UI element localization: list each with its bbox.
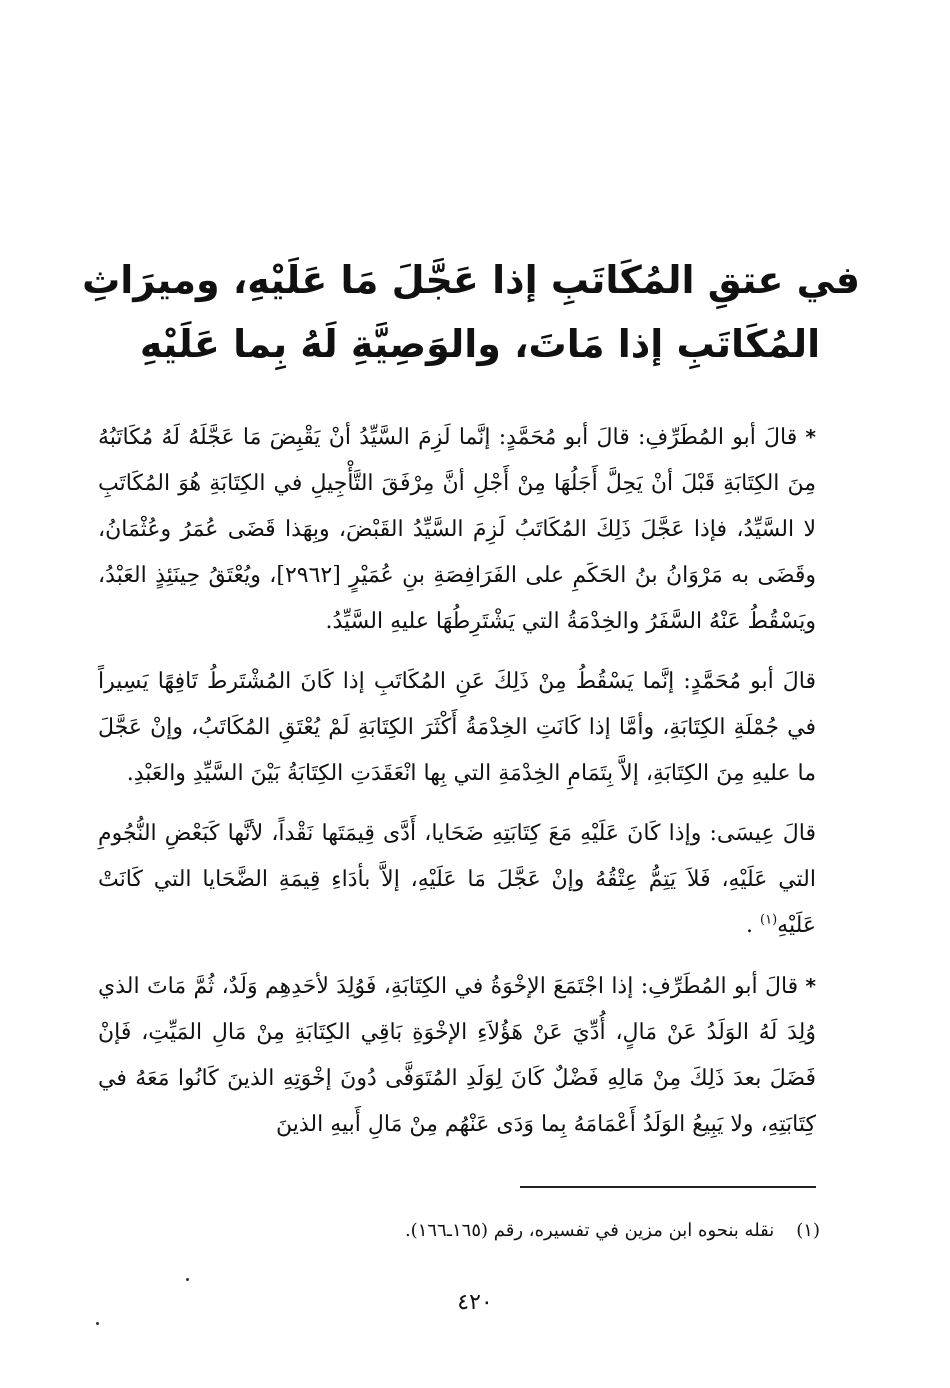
- chapter-title: [82, 248, 860, 376]
- paragraph-4-text: قالَ أبو المُطَرِّفِ: إذا اجْتَمَعَ الإخْوَةُ في الكِتَابَةِ، فَوُلِدَ لأحَدِهِم وَلَدٌ، ثُمَّ مَاتَ الذي وُلِدَ لَهُ الوَلَدُ عَنْ مَالٍ، أُدِّيَ عَنْ هَؤُلاَءِ الإخْوَةِ بَاقِي الكِتَابَةِ مِنْ مَالِ المَيِّتِ، فَإنْ فَضَلَ بعدَ ذَلِكَ مِنْ مَالِهِ فَضْلٌ كَانَ لِوَلَدِ المُتَوَفَّى دُونَ إخْوَتِهِ الذينَ كَانُوا مَعَهُ في كِتَابَتِهِ، ولا يَبِيعُ الوَلَدُ أَعْمَامَهُ بِما وَدَى عَنْهُم مِنْ مَالِ أَبيهِ الذينَ: [98, 974, 816, 1137]
- paragraph-3: [98, 811, 816, 949]
- scan-speck: [186, 1278, 189, 1281]
- chapter-title-line-1: في عتقِ المُكَاتَبِ إذا عَجَّلَ مَا عَلَيْهِ، وميرَاثِ: [82, 258, 860, 302]
- paragraph-3-text: قالَ عِيسَى: وإذا كَانَ عَلَيْهِ مَعَ كِتَابَتِهِ ضَحَايا، أَدَّى قِيمَتَها نَقْداً، لأنَّها كَبَعْضِ النُّجُومِ التي عَلَيْهِ، فَلاَ يَتِمُّ عِتْقُهُ وإنْ عَجَّلَ مَا عَلَيْهِ، إلاَّ بأدَاءِ قِيمَةِ الضَّحَايا التي كَانَتْ عَلَيْهِ: [98, 821, 816, 938]
- paragraph-2-text: قالَ أبو مُحَمَّدٍ: إنَّما يَسْقُطُ مِنْ ذَلِكَ عَنِ المُكَاتَبِ إذا كَانَ المُشْتَرطُ تَافِهًا يَسِيراً في جُمْلَةِ الكِتَابَةِ، وأمَّا إذا كَانَتِ الخِدْمَةُ أَكْثَرَ الكِتَابَةِ لَمْ يُعْتَقِ المُكَاتَبُ، وإنْ عَجَّلَ ما عليهِ مِنَ الكِتَابَةِ، إلاَّ بِتَمَامِ الخِدْمَةِ التي بِها انْعَقَدَتِ الكِتَابَةُ بَيْنَ السَّيِّدِ والعَبْدِ.: [98, 669, 816, 786]
- footnote-reference[interactable]: (١): [760, 912, 778, 928]
- paragraph-3-tail: .: [746, 913, 761, 938]
- paragraph-4: [98, 963, 816, 1148]
- paragraph-marker: *: [805, 974, 817, 998]
- footnote-text: نقله بنحوه ابن مزين في تفسيره، رقم (١٦٥ـ١٦٦).: [404, 1220, 775, 1241]
- footnote-divider: [520, 1186, 816, 1188]
- page-number: ٤٢٠: [457, 1290, 493, 1315]
- paragraph-1-text: قالَ أبو المُطَرِّفِ: قالَ أبو مُحَمَّدٍ: إنَّما لَزِمَ السَّيِّدُ أنْ يَقْبِضَ مَا عَجَّلَهُ لَهُ مُكَاتَبُهُ مِنَ الكِتَابَةِ قَبْلَ أنْ يَحِلَّ أَجَلُهَا مِنْ أَجْلِ أنَّ مِرْفَقَ التَّأْجِيلِ في الكِتَابَةِ هُوَ المُكَاتَبِ لا السَّيِّدُ، فإذا عَجَّلَ ذَلِكَ المُكَاتَبُ لَزِمَ السَّيِّدُ القَبْضَ، وبِهَذا قَضَى عُمَرُ وعُثْمَانُ، وقَضَى به مَرْوَانُ بنُ الحَكَمِ على الفَرَافِصَةِ بنِ عُمَيْرٍ [٢٩٦٢]، ويُعْتَقُ حِينَئِذٍ العَبْدُ، ويَسْقُطُ عَنْهُ السَّفَرُ والخِدْمَةُ التي يَشْتَرِطُهَا عليهِ السَّيِّدُ.: [98, 425, 816, 634]
- paragraph-2: [98, 659, 816, 797]
- scan-speck: [96, 1322, 99, 1325]
- chapter-title-line-2: المُكَاتَبِ إذا مَاتَ، والوَصِيَّةِ لَهُ بِما عَلَيْهِ: [139, 322, 821, 366]
- paragraph-1: [98, 414, 816, 645]
- footnote: [98, 1216, 820, 1246]
- body-text: [98, 414, 816, 1162]
- paragraph-marker: *: [805, 425, 816, 449]
- footnote-number: (١): [796, 1220, 820, 1241]
